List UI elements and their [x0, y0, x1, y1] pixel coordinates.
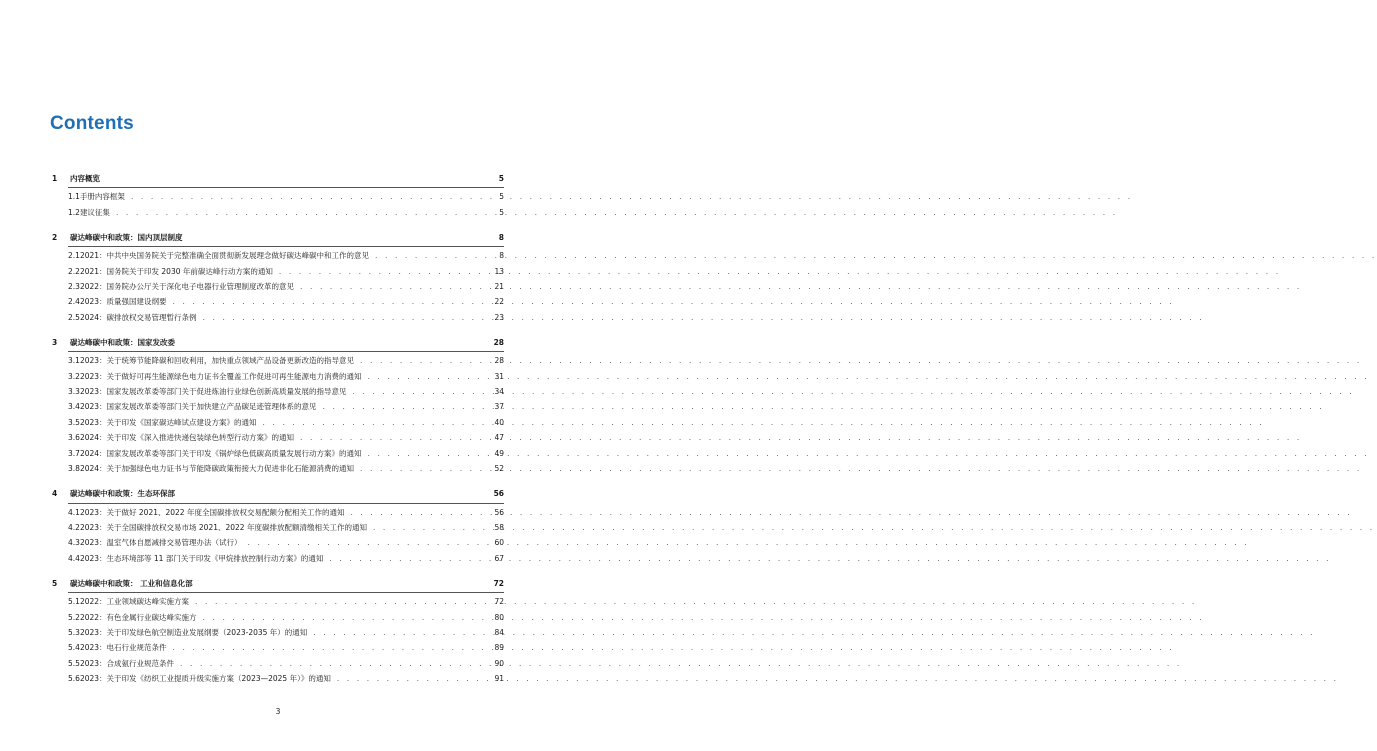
section-title: 碳达峰碳中和政策： 工业和信息化部	[70, 578, 193, 588]
dot-leader	[353, 384, 492, 399]
toc-entry[interactable]	[50, 310, 504, 325]
entry-title: 2024：国家发展改革委等部门关于印发《锅炉绿色低碳高质量发展行动方案》的通知	[79, 448, 362, 458]
entry-number: 2.5	[68, 312, 80, 322]
entry-title: 2023：温室气体自愿减排交易管理办法（试行）	[79, 538, 242, 548]
entry-title: 2023：关于做好 2021、2022 年度全国碳排放权交易配额分配相关工作的通知	[79, 507, 345, 517]
entry-page: 31	[494, 371, 504, 381]
entry-page: 80	[494, 612, 504, 622]
entry-page: 84	[494, 627, 504, 637]
entry-title: 2023：关于印发《纺织工业提质升级实施方案（2023—2025 年）》的通知	[79, 673, 331, 683]
toc-section	[50, 576, 504, 686]
toc-section	[50, 335, 504, 476]
section-number: 4	[52, 489, 58, 499]
entry-number: 3.8	[68, 463, 80, 473]
entry-number: 5.4	[68, 643, 80, 653]
entry-page: 89	[494, 643, 504, 653]
toc-entry[interactable]	[50, 384, 504, 399]
entry-title: 2022：国务院办公厅关于深化电子电器行业管理制度改革的意见	[79, 282, 295, 292]
toc-section	[50, 230, 504, 325]
section-page: 8	[498, 233, 504, 243]
toc-section	[50, 486, 504, 566]
entry-page: 23	[494, 312, 504, 322]
entry-number: 2.4	[68, 297, 80, 307]
toc-entry[interactable]	[50, 353, 504, 368]
section-page: 28	[493, 338, 504, 348]
entry-title: 2024：关于加强绿色电力证书与节能降碳政策衔接大力促进非化石能源消费的通知	[79, 463, 355, 473]
dot-leader	[173, 640, 492, 655]
toc-entry[interactable]	[50, 205, 504, 220]
entry-title: 2023：国家发展改革委等部门关于加快建立产品碳足迹管理体系的意见	[79, 402, 317, 412]
toc-section-heading[interactable]	[50, 576, 504, 591]
entry-number: 5.2	[68, 612, 80, 622]
dot-leader	[313, 625, 491, 640]
entry-number: 3.4	[68, 402, 80, 412]
toc-section-heading[interactable]	[50, 486, 504, 501]
toc-entry[interactable]	[50, 399, 504, 414]
entry-page: 21	[494, 282, 504, 292]
dot-leader	[373, 520, 491, 535]
dot-leader	[375, 248, 496, 263]
section-title: 碳达峰碳中和政策：国内顶层制度	[70, 233, 183, 243]
entry-page: 5	[499, 207, 504, 217]
toc-section-heading[interactable]	[50, 171, 504, 186]
toc-entry[interactable]	[50, 594, 504, 609]
entry-page: 58	[494, 522, 504, 532]
toc-section	[50, 171, 504, 220]
entry-number: 5.5	[68, 658, 80, 668]
dot-leader	[173, 294, 492, 309]
entry-page: 5	[499, 192, 504, 202]
entry-number: 5.3	[68, 627, 80, 637]
entry-number: 2.2	[68, 266, 80, 276]
dot-leader	[300, 279, 491, 294]
entry-title: 2023：生态环境部等 11 部门关于印发《甲烷排放控制行动方案》的通知	[79, 553, 324, 563]
toc-entry[interactable]	[50, 294, 504, 309]
toc-entry[interactable]	[50, 461, 504, 476]
table-of-contents	[50, 171, 504, 696]
entry-number: 3.3	[68, 387, 80, 397]
entry-number: 5.1	[68, 597, 80, 607]
entry-number: 2.3	[68, 282, 80, 292]
section-title: 碳达峰碳中和政策：国家发改委	[70, 338, 175, 348]
entry-title: 2023：质量强国建设纲要	[79, 297, 167, 307]
entry-page: 90	[494, 658, 504, 668]
toc-section-heading[interactable]	[50, 230, 504, 245]
dot-leader	[360, 461, 491, 476]
entry-page: 72	[494, 597, 504, 607]
entry-number: 4.2	[68, 522, 80, 532]
entry-page: 67	[494, 553, 504, 563]
entry-title: 2024：碳排放权交易管理暂行条例	[79, 312, 197, 322]
toc-entry[interactable]	[50, 279, 504, 294]
dot-leader	[203, 610, 492, 625]
dot-leader	[131, 189, 495, 204]
entry-number: 3.6	[68, 433, 80, 443]
entry-page: 28	[494, 356, 504, 366]
entry-number: 4.1	[68, 507, 80, 517]
toc-entry[interactable]	[50, 430, 504, 445]
section-title: 碳达峰碳中和政策：生态环保部	[70, 489, 175, 499]
section-divider	[68, 246, 504, 247]
entry-page: 56	[494, 507, 504, 517]
toc-entry[interactable]	[50, 446, 504, 461]
entry-page: 52	[494, 463, 504, 473]
entry-title: 手册内容框架	[79, 192, 125, 202]
toc-entry[interactable]	[50, 248, 504, 263]
section-page: 5	[498, 174, 504, 183]
entry-title: 2023：关于全国碳排放权交易市场 2021、2022 年度碳排放配额清缴相关工作的通知	[79, 522, 367, 532]
dot-leader	[337, 671, 492, 686]
entry-number: 4.4	[68, 553, 80, 563]
dot-leader	[195, 594, 491, 609]
dot-leader	[180, 656, 491, 671]
entry-title: 2023：关于做好可再生能源绿色电力证书全覆盖工作促进可再生能源电力消费的通知	[79, 371, 362, 381]
entry-page: 40	[494, 417, 504, 427]
section-divider	[68, 351, 504, 352]
toc-entry[interactable]	[50, 264, 504, 279]
section-page: 56	[493, 489, 504, 499]
section-divider	[68, 503, 504, 504]
dot-leader	[368, 369, 492, 384]
entry-number: 5.6	[68, 673, 80, 683]
section-number: 5	[52, 578, 58, 588]
dot-leader	[203, 310, 492, 325]
entry-page: 60	[494, 538, 504, 548]
entry-title: 2023：关于印发绿色航空制造业发展纲要（2023-2035 年）的通知	[79, 627, 308, 637]
dot-leader	[368, 446, 492, 461]
entry-title: 2022：有色金属行业碳达峰实施方	[79, 612, 197, 622]
entry-title: 2023：合成氨行业规范条件	[79, 658, 175, 668]
section-number: 2	[52, 233, 58, 243]
entry-page: 47	[494, 433, 504, 443]
entry-title: 2023：关于印发《国家碳达峰试点建设方案》的通知	[79, 417, 257, 427]
entry-page: 8	[499, 251, 504, 261]
toc-entry[interactable]	[50, 610, 504, 625]
entry-page: 34	[494, 387, 504, 397]
section-number: 1	[52, 174, 58, 183]
page-number: 3	[275, 707, 281, 716]
entry-title: 2022：工业领域碳达峰实施方案	[79, 597, 190, 607]
toc-entry[interactable]	[50, 640, 504, 655]
toc-section-heading[interactable]	[50, 335, 504, 350]
toc-entry[interactable]	[50, 369, 504, 384]
entry-title: 2024：关于印发《深入推进快递包装绿色转型行动方案》的通知	[79, 433, 295, 443]
entry-number: 1.1	[68, 192, 80, 202]
entry-number: 4.3	[68, 538, 80, 548]
entry-number: 2.1	[68, 251, 80, 261]
toc-entry[interactable]	[50, 189, 504, 204]
dot-leader	[300, 430, 491, 445]
page-title: Contents	[50, 113, 134, 134]
dot-leader	[116, 205, 495, 220]
entry-page: 13	[494, 266, 504, 276]
entry-number: 3.5	[68, 417, 80, 427]
entry-title: 建议征集	[79, 207, 110, 217]
entry-title: 2023：关于统筹节能降碳和回收利用，加快重点领域产品设备更新改造的指导意见	[79, 356, 355, 366]
dot-leader	[350, 505, 491, 520]
section-number: 3	[52, 338, 58, 348]
dot-leader	[329, 551, 491, 566]
entry-title: 2023：国家发展改革委等部门关于促进炼油行业绿色创新高质量发展的指导意见	[79, 387, 347, 397]
entry-page: 37	[494, 402, 504, 412]
entry-title: 2021：中共中央国务院关于完整准确全面贯彻新发展理念做好碳达峰碳中和工作的意见	[79, 251, 370, 261]
entry-page: 91	[494, 673, 504, 683]
entry-number: 3.2	[68, 371, 80, 381]
entry-number: 3.7	[68, 448, 80, 458]
dot-leader	[248, 535, 492, 550]
entry-page: 49	[494, 448, 504, 458]
section-title: 内容概览	[70, 174, 100, 183]
toc-entry[interactable]	[50, 505, 504, 520]
entry-number: 3.1	[68, 356, 80, 366]
dot-leader	[263, 415, 492, 430]
dot-leader	[279, 264, 492, 279]
toc-entry[interactable]	[50, 625, 504, 640]
toc-entry[interactable]	[50, 535, 504, 550]
entry-page: 22	[494, 297, 504, 307]
entry-number: 1.2	[68, 207, 80, 217]
toc-entry[interactable]	[50, 656, 504, 671]
entry-title: 2023：电石行业规范条件	[79, 643, 167, 653]
dot-leader	[360, 353, 491, 368]
entry-title: 2021：国务院关于印发 2030 年前碳达峰行动方案的通知	[79, 266, 273, 276]
section-divider	[68, 592, 504, 593]
toc-entry[interactable]	[50, 415, 504, 430]
dot-leader	[323, 399, 492, 414]
toc-entry[interactable]	[50, 551, 504, 566]
toc-entry[interactable]	[50, 671, 504, 686]
section-page: 72	[493, 578, 504, 588]
section-divider	[68, 187, 504, 188]
toc-entry[interactable]	[50, 520, 504, 535]
